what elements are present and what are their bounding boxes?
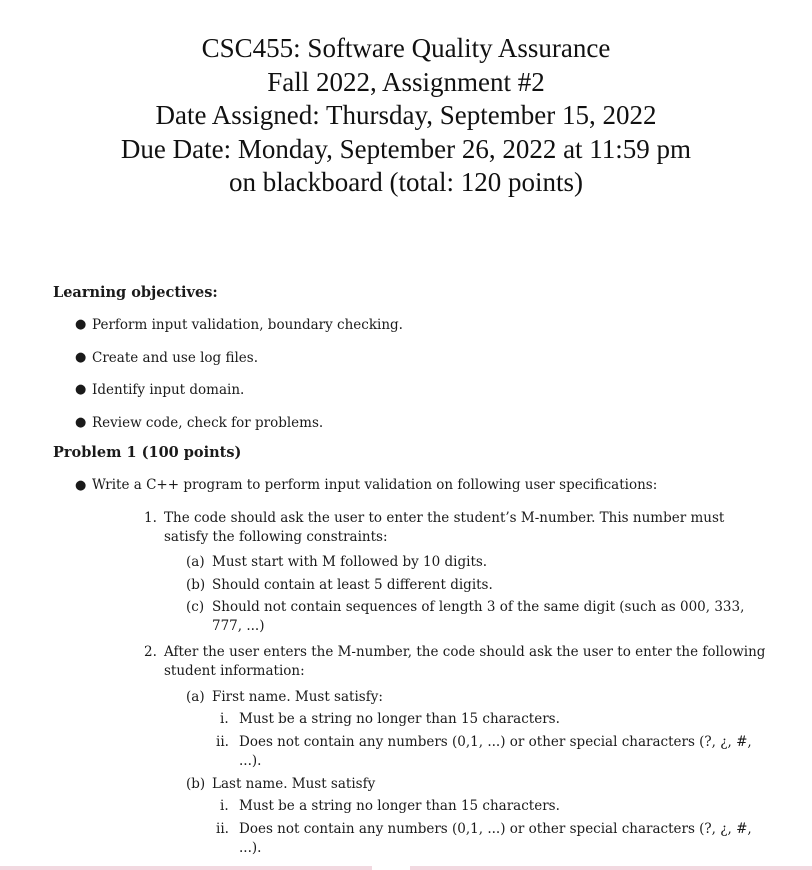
- problem1-bullet: ● Write a C++ program to perform input validation on following user specifications:: [75, 477, 658, 493]
- step1-b-label: (b): [186, 577, 206, 593]
- list-item: ● Perform input validation, boundary checking.: [75, 317, 403, 333]
- step1-c-line2: 777, ...): [212, 618, 265, 634]
- step2-b-i-text: Must be a string no longer than 15 characters.: [239, 798, 560, 814]
- problem1-heading: Problem 1 (100 points): [53, 444, 242, 461]
- step2-b-text: Last name. Must satisfy: [212, 776, 376, 792]
- step2-b-ii-label: ii.: [216, 821, 229, 837]
- objectives-heading: Learning objectives:: [53, 284, 218, 301]
- step2-a-label: (a): [186, 689, 205, 705]
- step1-a-text: Must start with M followed by 10 digits.: [212, 554, 488, 570]
- document-title-block: [0, 32, 812, 200]
- step2-b-label: (b): [186, 776, 206, 792]
- date-assigned: Date Assigned: Thursday, September 15, 2022: [155, 100, 657, 130]
- step2-a-i-text: Must be a string no longer than 15 characters.: [239, 711, 560, 727]
- step2-number: 2.: [144, 644, 157, 660]
- step1-line1: The code should ask the user to enter the student’s M-number. This number must: [164, 510, 725, 526]
- course-title: CSC455: Software Quality Assurance: [201, 33, 611, 63]
- step2-b-i-label: i.: [220, 798, 229, 814]
- assignment-title: Fall 2022, Assignment #2: [267, 66, 545, 97]
- step2-a-ii-label: ii.: [216, 734, 229, 750]
- bullet-icon: ●: [75, 414, 87, 430]
- list-item: ● Review code, check for problems.: [75, 414, 324, 431]
- step1-c-line1: Should not contain sequences of length 3 of the same digit (such as 000, 333,: [212, 599, 745, 615]
- step2-a-ii-line1: Does not contain any numbers (0,1, ...) or other special characters (?, ¿, #,: [239, 734, 752, 750]
- step1-b-text: Should contain at least 5 different digits.: [212, 577, 493, 593]
- step2-line2: student information:: [164, 663, 305, 679]
- due-date: Due Date: Monday, September 26, 2022 at 11:59 pm: [120, 133, 692, 164]
- step2-b-ii-line2: ...).: [239, 840, 262, 856]
- step2-a-ii-line2: ...).: [239, 753, 262, 769]
- bullet-icon: ●: [75, 478, 87, 493]
- step2-a-i-label: i.: [220, 711, 229, 727]
- list-item: ● Create and use log files.: [75, 349, 259, 366]
- step2-line1: After the user enters the M-number, the code should ask the user to enter the following: [164, 644, 766, 660]
- step1-number: 1.: [144, 510, 157, 526]
- submission-info: on blackboard (total: 120 points): [229, 167, 583, 197]
- step1-line2: satisfy the following constraints:: [164, 529, 388, 545]
- step2-a-text: First name. Must satisfy:: [212, 689, 383, 705]
- bullet-icon: ●: [75, 382, 87, 397]
- list-item: ● Identify input domain.: [75, 382, 245, 398]
- step1-a-label: (a): [186, 554, 205, 570]
- objectives-list: [75, 315, 403, 445]
- bullet-icon: ●: [75, 349, 87, 365]
- step2-b-ii-line1: Does not contain any numbers (0,1, ...) or other special characters (?, ¿, #,: [239, 821, 752, 837]
- bullet-icon: ●: [75, 317, 87, 332]
- step1-c-label: (c): [186, 599, 205, 615]
- page-edge-mark: [372, 866, 410, 870]
